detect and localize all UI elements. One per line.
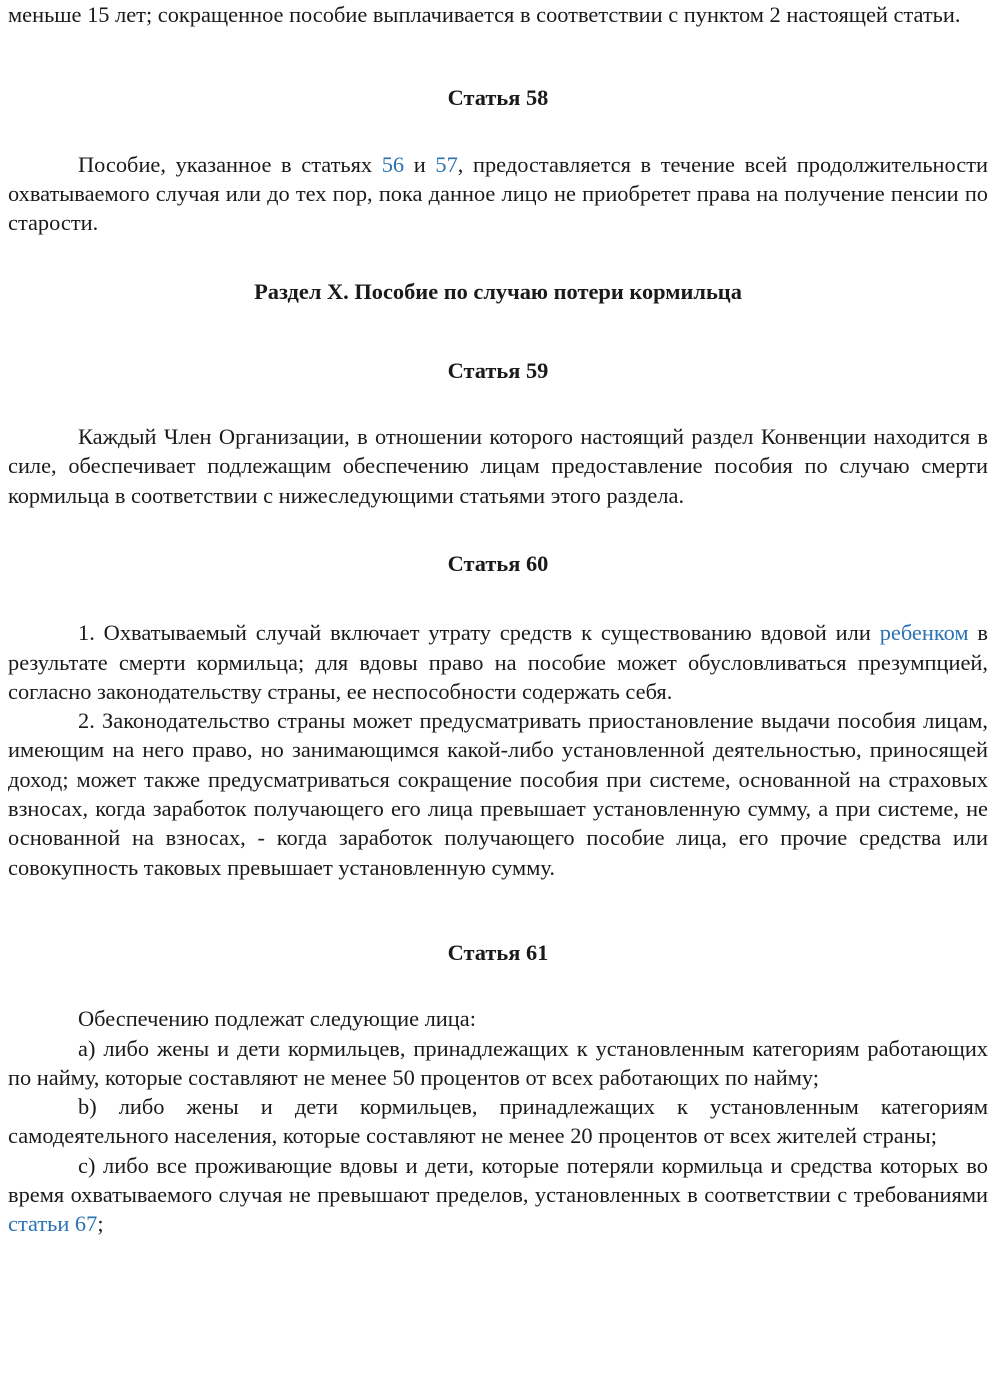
section-10-heading: Раздел X. Пособие по случаю потери кормильца xyxy=(254,279,742,305)
article-58-paragraph xyxy=(8,150,988,238)
link-article-57[interactable]: 57 xyxy=(435,151,458,177)
article-60-p1-text-end: в результате смерти кормильца; для вдовы право на пособие может обусловливаться презумпцией, согласно законодательству страны, ее неспособности содержать себя. xyxy=(8,620,988,704)
article-58-heading: Статья 58 xyxy=(447,85,549,111)
link-article-67[interactable]: статьи 67 xyxy=(8,1211,98,1237)
intro-paragraph: меньше 15 лет; сокращенное пособие выплачивается в соответствии с пунктом 2 настоящей статьи. xyxy=(8,2,961,27)
document-page xyxy=(8,0,988,1239)
article-58-text-and: и xyxy=(404,151,436,177)
article-60-p1-text-start: 1. Охватываемый случай включает утрату средств к существованию вдовой или xyxy=(78,620,880,646)
article-61-item-a: a) либо жены и дети кормильцев, принадлежащих к установленным категориям работающих по найму, которые составляют не менее 50 процентов от всех работающих по найму; xyxy=(8,1035,988,1090)
article-60-paragraph-1 xyxy=(8,618,988,706)
link-child[interactable]: ребенком xyxy=(879,620,969,646)
article-61-item-c-text: c) либо все проживающие вдовы и дети, которые потеряли кормильца и средства которых во время охватываемого случая не превышают пределов, установленных в соответствии с требованиями xyxy=(8,1152,988,1208)
article-58-text-start: Пособие, указанное в статьях xyxy=(78,151,382,177)
article-61-item-c-end: ; xyxy=(97,1211,104,1237)
article-58-text-end: , предоставляется в течение всей продолжительности охватываемого случая или до тех пор, пока данное лицо не приобретет права на получение пенсии по старости. xyxy=(8,151,988,236)
article-61-heading: Статья 61 xyxy=(447,939,549,965)
article-61-item-b: b) либо жены и дети кормильцев, принадлежащих к установленным категориям самодеятельного населения, которые составляют не менее 20 процентов от всех жителей страны; xyxy=(8,1094,988,1149)
article-60-heading: Статья 60 xyxy=(447,550,549,576)
article-59-paragraph: Каждый Член Организации, в отношении которого настоящий раздел Конвенции находится в силе, обеспечивает подлежащим обеспечению лицам предоставление пособия по случаю смерти кормильца в соответствии с нижеследующими статьями этого раздела. xyxy=(8,424,988,508)
link-article-56[interactable]: 56 xyxy=(381,151,405,177)
article-59-heading: Статья 59 xyxy=(447,357,549,383)
article-61-paragraph-intro: Обеспечению подлежат следующие лица: xyxy=(78,1006,476,1032)
article-61-item-c xyxy=(8,1151,988,1239)
article-60-paragraph-2: 2. Законодательство страны может предусматривать приостановление выдачи пособия лицам, имеющим на него право, но занимающимся какой-либо установленной деятельностью, приносящей доход; может также предусматриваться сокращение пособия при системе, основанной на страховых взносах, когда заработок получающего его лица превышает установленную сумму, а при системе, не основанной на взносах, - когда заработок получающего пособие лица, его прочие средства или совокупность таковых превышает установленную сумму. xyxy=(8,708,988,880)
